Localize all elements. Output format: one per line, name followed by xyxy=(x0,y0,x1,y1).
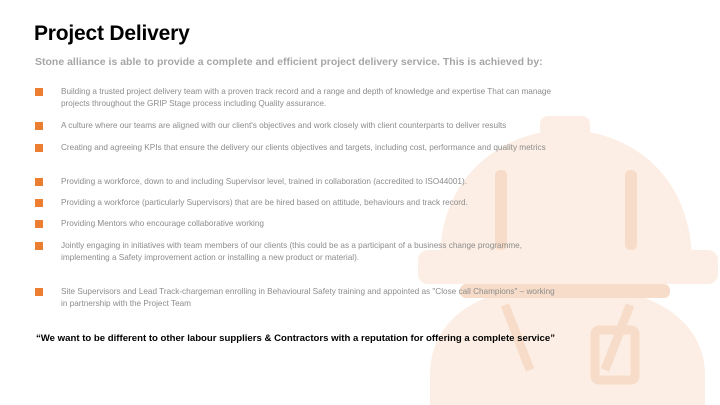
list-item-text: A culture where our teams are aligned with our client's objectives and work closely with client counterparts to deliver results xyxy=(61,121,507,130)
orange-square-icon xyxy=(35,144,43,152)
orange-square-icon xyxy=(35,220,43,228)
closing-quote: “We want to be different to other labour suppliers & Contractors with a reputation for offering a complete service” xyxy=(36,333,556,344)
list-item-text: Providing a workforce (particularly Supervisors) that are be hired based on attitude, behaviours and track record. xyxy=(61,198,468,207)
list-item-text: Creating and agreeing KPIs that ensure the delivery our clients objectives and targets, including cost, performance and quality metrics xyxy=(61,143,546,152)
orange-square-icon xyxy=(35,242,43,250)
list-item-text: Jointly engaging in initiatives with team members of our clients (this could be as a participant of a business change programme, implementing a Safety improvement action or installing a new product or material). xyxy=(61,241,523,262)
orange-square-icon xyxy=(35,122,43,130)
page-title: Project Delivery xyxy=(34,22,190,45)
orange-square-icon xyxy=(35,88,43,96)
orange-square-icon xyxy=(35,288,43,296)
list-item-text: Building a trusted project delivery team with a proven track record and a range and depth of knowledge and expertise That can manage projects throughout the GRIP Stage process including Quality assurance. xyxy=(61,87,552,108)
list-item-text: Providing a workforce, down to and including Supervisor level, trained in collaboration (accredited to ISO44001). xyxy=(61,177,467,186)
list-item-text: Providing Mentors who encourage collaborative working xyxy=(61,219,264,228)
orange-square-icon xyxy=(35,178,43,186)
list-item-text: Site Supervisors and Lead Track-chargeman enrolling in Behavioural Safety training and appointed as "Close call Champions" – working in partnership with the Project Team xyxy=(61,287,555,308)
orange-square-icon xyxy=(35,199,43,207)
subtitle: Stone alliance is able to provide a complete and efficient project delivery service. This is achieved by: xyxy=(35,56,543,68)
